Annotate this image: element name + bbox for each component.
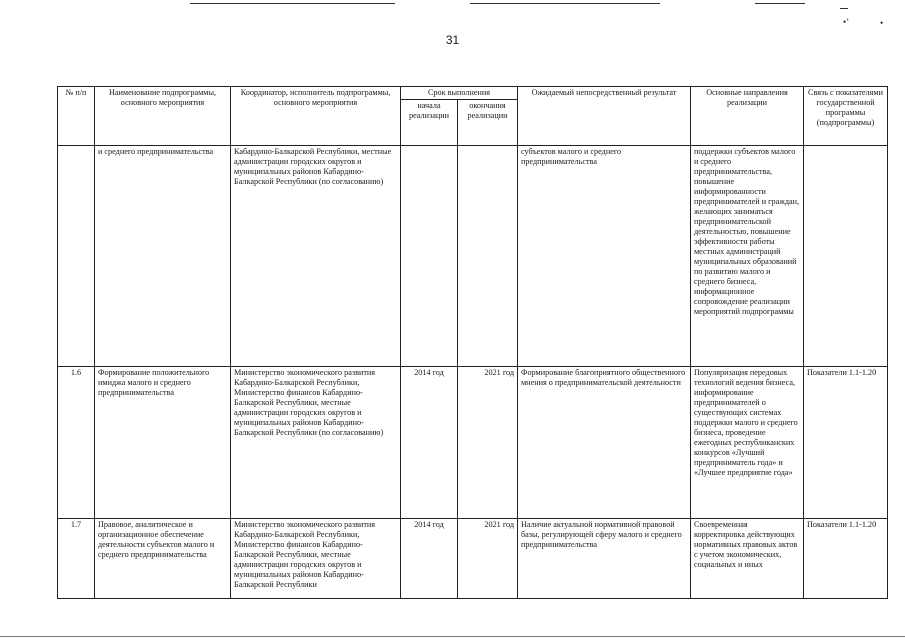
row-end: [458, 146, 518, 367]
row-coordinator: Министерство экономического развития Кабардино-Балкарской Республики, Министерство финансов Кабардино-Балкарской Республики, местные администрации городских округов и муниципальных районов Кабардино-Балкарской Республики: [231, 519, 401, 599]
scan-artifact-line: [0, 636, 905, 637]
row-number: 1.7: [58, 519, 95, 599]
row-result: субъектов малого и среднего предпринимательства: [518, 146, 691, 367]
table-row: [58, 519, 888, 599]
header-result: Ожидаемый непосредственный результат: [518, 87, 691, 146]
header-link: Связь с показателями государственной программы (подпрограммы): [804, 87, 888, 146]
scan-artifact-line: [755, 3, 805, 4]
row-name: и среднего предпринимательства: [95, 146, 231, 367]
row-start: [401, 146, 458, 367]
row-coordinator: Министерство экономического развития Кабардино-Балкарской Республики, Министерство финансов Кабардино-Балкарской Республики, местные администрации городских округов и муниципальных районов Кабардино-Балкарской Республики (по согласованию): [231, 367, 401, 519]
row-result: Наличие актуальной нормативной правовой базы, регулирующей сферу малого и среднего предпринимательства: [518, 519, 691, 599]
row-end: 2021 год: [458, 367, 518, 519]
header-directions: Основные направления реализации: [691, 87, 804, 146]
scan-artifact-line: [190, 3, 395, 4]
row-link: Показатели 1.1-1.20: [804, 367, 888, 519]
header-period: Срок выполнения: [401, 87, 518, 100]
header-end: окончания реализации: [458, 100, 518, 146]
header-coordinator: Координатор, исполнитель подпрограммы, основного мероприятия: [231, 87, 401, 146]
header-row: [58, 87, 888, 100]
row-start: 2014 год: [401, 367, 458, 519]
row-end: 2021 год: [458, 519, 518, 599]
row-name: Формирование положительного имиджа малого и среднего предпринимательства: [95, 367, 231, 519]
row-link: [804, 146, 888, 367]
page-number: 31: [445, 33, 460, 47]
scan-artifact-line: [840, 8, 848, 9]
corner-mark: •: [880, 18, 884, 28]
row-directions: Популяризация передовых технологий ведения бизнеса, информирование предпринимателей о существующих системах поддержки малого и среднего бизнеса, проведение ежегодных республиканских конкурсов «Лучший предприниматель года» и «Лучшее предприятие года»: [691, 367, 804, 519]
row-link: Показатели 1.1-1.20: [804, 519, 888, 599]
row-start: 2014 год: [401, 519, 458, 599]
header-num: № п/п: [58, 87, 95, 146]
row-name: Правовое, аналитическое и организационное обеспечение деятельности субъектов малого и среднего предпринимательства: [95, 519, 231, 599]
row-result: Формирование благоприятного общественного мнения о предпринимательской деятельности: [518, 367, 691, 519]
corner-mark: •’: [843, 17, 850, 27]
program-table: [57, 86, 888, 599]
row-coordinator: Кабардино-Балкарской Республики, местные администрации городских округов и муниципальных районов Кабардино-Балкарской Республики (по согласованию): [231, 146, 401, 367]
header-start: начала реализации: [401, 100, 458, 146]
scan-artifact-line: [470, 3, 660, 4]
row-number: 1.6: [58, 367, 95, 519]
row-number: [58, 146, 95, 367]
row-directions: поддержки субъектов малого и среднего предпринимательства, повышение информированности предпринимателей и граждан, желающих заниматься предпринимательской деятельностью, повышение эффективности работы местных администраций муниципальных образований по развитию малого и среднего бизнеса, информационное сопровождение реализации мероприятий подпрограммы: [691, 146, 804, 367]
table-row: [58, 367, 888, 519]
table-row: [58, 146, 888, 367]
row-directions: Своевременная корректировка действующих нормативных правовых актов с учетом экономических, социальных и иных: [691, 519, 804, 599]
header-name: Наименование подпрограммы, основного мероприятия: [95, 87, 231, 146]
